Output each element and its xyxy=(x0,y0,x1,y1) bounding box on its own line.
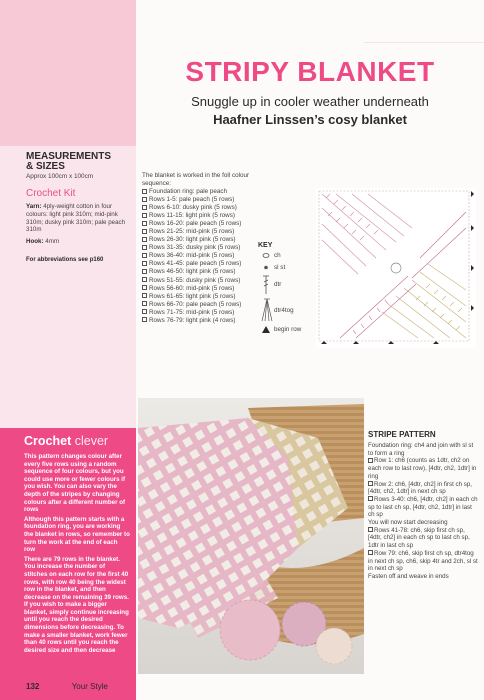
checkbox-icon[interactable] xyxy=(142,293,147,298)
key-heading: KEY xyxy=(258,242,273,249)
list-item[interactable] xyxy=(142,236,268,244)
list-item[interactable] xyxy=(142,309,268,317)
checkbox-icon[interactable] xyxy=(142,309,147,314)
checkbox-icon[interactable] xyxy=(368,550,373,555)
key-label: ch xyxy=(274,252,281,259)
subtitle-line2: Haafner Linssen’s cosy blanket xyxy=(213,112,407,127)
hook-value: 4mm xyxy=(45,238,60,246)
list-item-label: Foundation ring: pale peach xyxy=(149,188,228,195)
measurements-panel xyxy=(26,152,132,263)
clever-paragraph: There are 79 rows in the blanket. You increase the number of stitches on each row for the first 40 rows, with row 40 being the widest row in the blanket, and then decrease on the remaining 39 rows. If you wish to make a bigger blanket, simply continue increasing until you reach the desired dimensions before decreasing. To make a smaller blanket, work fewer than 40 rows until you reach the desired size and then decrease xyxy=(24,555,129,654)
list-item[interactable] xyxy=(368,527,480,550)
pattern-note: You will now start decreasing xyxy=(368,519,448,527)
checkbox-icon[interactable] xyxy=(142,261,147,266)
chain-stitch-icon xyxy=(260,250,272,261)
clever-paragraph: Although this pattern starts with a foundation ring, you are working the blanket in rows, so remember to turn the work at the end of each row xyxy=(24,515,130,554)
list-item[interactable] xyxy=(142,260,268,268)
hook-label: Hook: xyxy=(26,238,44,246)
list-item[interactable] xyxy=(142,204,268,212)
list-item-label: Rows 11-15: light pink (5 rows) xyxy=(149,212,235,220)
checkbox-icon[interactable] xyxy=(368,481,373,486)
begin-row-arrow-icon xyxy=(260,324,272,335)
yarn-text xyxy=(26,203,132,234)
list-item-label: Rows 61-65: light pink (5 rows) xyxy=(149,292,236,300)
list-item-label: Rows 46-50: light pink (5 rows) xyxy=(149,268,236,276)
checkbox-icon[interactable] xyxy=(142,221,147,226)
stripe-pattern-panel xyxy=(368,430,480,581)
list-item-label: Rows 26-30: light pink (5 rows) xyxy=(149,236,236,244)
list-item[interactable] xyxy=(368,550,480,573)
list-item-label: Rows 56-60: mid-pink (5 rows) xyxy=(149,284,235,292)
list-item-label: Rows 6-10: dusky pink (5 rows) xyxy=(149,204,237,212)
checkbox-icon[interactable] xyxy=(142,277,147,282)
list-item[interactable] xyxy=(142,317,268,325)
slip-stitch-icon xyxy=(260,262,272,273)
hook-text xyxy=(26,238,132,246)
list-item[interactable] xyxy=(368,457,480,480)
sidebar-top-band xyxy=(0,0,136,146)
crochet-clever-title-light: clever xyxy=(74,434,109,448)
pattern-intro: Foundation ring: ch4 and join with sl st to form a ring xyxy=(368,442,474,457)
measurements-heading xyxy=(26,152,132,172)
checkbox-icon[interactable] xyxy=(142,213,147,218)
list-item[interactable] xyxy=(142,188,268,196)
crochet-kit-heading: Crochet Kit xyxy=(26,188,76,199)
measurements-heading-line2: & SIZES xyxy=(26,161,65,172)
list-item-label: Rows 51-55: dusky pink (5 rows) xyxy=(149,276,241,284)
list-item[interactable] xyxy=(368,481,480,496)
abbreviations-note: For abbreviations see p160 xyxy=(26,256,104,263)
crochet-clever-title-bold: Crochet xyxy=(24,434,72,448)
pattern-step: Row 79: ch6, skip first ch sp, dtr4tog in next ch sp, ch6, skip 4tr and 2ch, sl st in next ch sp xyxy=(368,549,478,573)
checkbox-icon[interactable] xyxy=(142,229,147,234)
checkbox-icon[interactable] xyxy=(142,237,147,242)
watermark-decoration xyxy=(364,16,484,56)
checkbox-icon[interactable] xyxy=(142,269,147,274)
list-item[interactable] xyxy=(142,212,268,220)
checkbox-icon[interactable] xyxy=(368,527,373,532)
pattern-step: Row 2: ch6, [4dtr, ch2] in first ch sp, [4dtr, ch2, 1dtr] in next ch sp xyxy=(368,480,473,496)
key-label: dtr xyxy=(274,281,282,288)
list-item[interactable] xyxy=(142,293,268,301)
checkbox-icon[interactable] xyxy=(368,496,373,501)
checkbox-icon[interactable] xyxy=(142,253,147,258)
list-item-label: Rows 76-79: light pink (4 rows) xyxy=(149,316,236,324)
list-item-label: Rows 16-20: pale peach (5 rows) xyxy=(149,220,242,228)
stitch-key xyxy=(258,242,314,335)
clever-paragraph: This pattern changes colour after every five rows using a random sequence of four colours, but you could use more or fewer colours if you wish. You can also vary the depth of the stripes by changing colours after a different number of rows xyxy=(24,453,126,514)
list-item[interactable] xyxy=(142,268,268,276)
list-item[interactable] xyxy=(142,252,268,260)
page-footer xyxy=(26,682,108,691)
list-item[interactable] xyxy=(142,285,268,293)
pattern-finish: Fasten off and weave in ends xyxy=(368,572,449,580)
key-item-ch xyxy=(258,250,314,261)
list-item-label: Rows 66-70: pale peach (5 rows) xyxy=(149,300,242,308)
list-item-label: Rows 21-25: mid-pink (5 rows) xyxy=(149,228,235,236)
list-item-label: Rows 41-45: pale peach (5 rows) xyxy=(149,260,242,268)
list-item[interactable] xyxy=(368,496,480,519)
checkbox-icon[interactable] xyxy=(368,458,373,463)
checkbox-icon[interactable] xyxy=(142,285,147,290)
stripe-pattern-text xyxy=(368,442,480,581)
crochet-chart-diagram xyxy=(316,188,476,348)
yarn-value: 4ply-weight cotton in four colours: light pink 310m; mid-pink 310m; dusky pink 310m; pale peach 310m xyxy=(26,203,126,234)
magazine-name: Crochet xyxy=(41,682,70,691)
list-item-label: Rows 31-35: dusky pink (5 rows) xyxy=(149,244,241,252)
list-item[interactable] xyxy=(142,301,268,309)
colour-sequence-list xyxy=(142,188,268,325)
crochet-clever-title xyxy=(24,434,108,448)
colour-sequence-intro: The blanket is worked in the foll colour sequence: xyxy=(142,172,250,187)
list-item[interactable] xyxy=(142,228,268,236)
checkbox-icon[interactable] xyxy=(142,245,147,250)
list-item-label: Rows 1-5: pale peach (5 rows) xyxy=(149,196,235,204)
list-item-label: Rows 71-75: mid-pink (5 rows) xyxy=(149,308,235,316)
pattern-step: Rows 41-78: ch6, skip first ch sp, [4dtr, ch2] in each ch sp to last ch sp, 1dtr in last ch sp xyxy=(368,526,470,550)
key-label: sl st xyxy=(274,264,286,271)
magazine-suffix: Your Style xyxy=(71,682,108,691)
key-label: begin row xyxy=(274,326,302,333)
page-title: STRIPY BLANKET xyxy=(185,56,435,87)
key-label: dtr4tog xyxy=(274,307,294,314)
page-subtitle xyxy=(136,93,484,129)
key-item-dtr4tog xyxy=(258,297,314,323)
crochet-clever-text xyxy=(24,453,130,656)
key-item-sl-st xyxy=(258,262,314,273)
yarn-label: Yarn: xyxy=(26,203,42,210)
list-item-label: Rows 36-40: mid-pink (5 rows) xyxy=(149,252,235,260)
dtr4tog-icon xyxy=(260,297,274,323)
blanket-basket-photo xyxy=(138,398,364,674)
pattern-step: Row 1: ch6 (counts as 1dtr, ch2 on each row to last row), [4dtr, ch2, 1dtr] in ring xyxy=(368,457,477,480)
checkbox-icon[interactable] xyxy=(142,317,147,322)
checkbox-icon[interactable] xyxy=(142,189,147,194)
list-item[interactable] xyxy=(142,244,268,252)
measurements-heading-line1: MEASUREMENTS xyxy=(26,151,112,162)
checkbox-icon[interactable] xyxy=(142,301,147,306)
subtitle-line1: Snuggle up in cooler weather underneath xyxy=(191,94,429,109)
page-number: 132 xyxy=(26,682,40,691)
list-item[interactable] xyxy=(142,277,268,285)
checkbox-icon[interactable] xyxy=(142,205,147,210)
key-item-dtr xyxy=(258,274,314,296)
double-treble-icon xyxy=(260,274,272,296)
list-item[interactable] xyxy=(142,196,268,204)
stripe-pattern-heading: STRIPE PATTERN xyxy=(368,430,436,439)
list-item[interactable] xyxy=(142,220,268,228)
key-item-begin-row xyxy=(258,324,314,335)
pattern-step: Rows 3-40: ch6, [4dtr, ch2] in each ch sp to last ch sp, [4dtr, ch2, 1dtr] in last ch sp xyxy=(368,495,478,519)
checkbox-icon[interactable] xyxy=(142,197,147,202)
size-text: Approx 100cm x 100cm xyxy=(26,173,94,180)
